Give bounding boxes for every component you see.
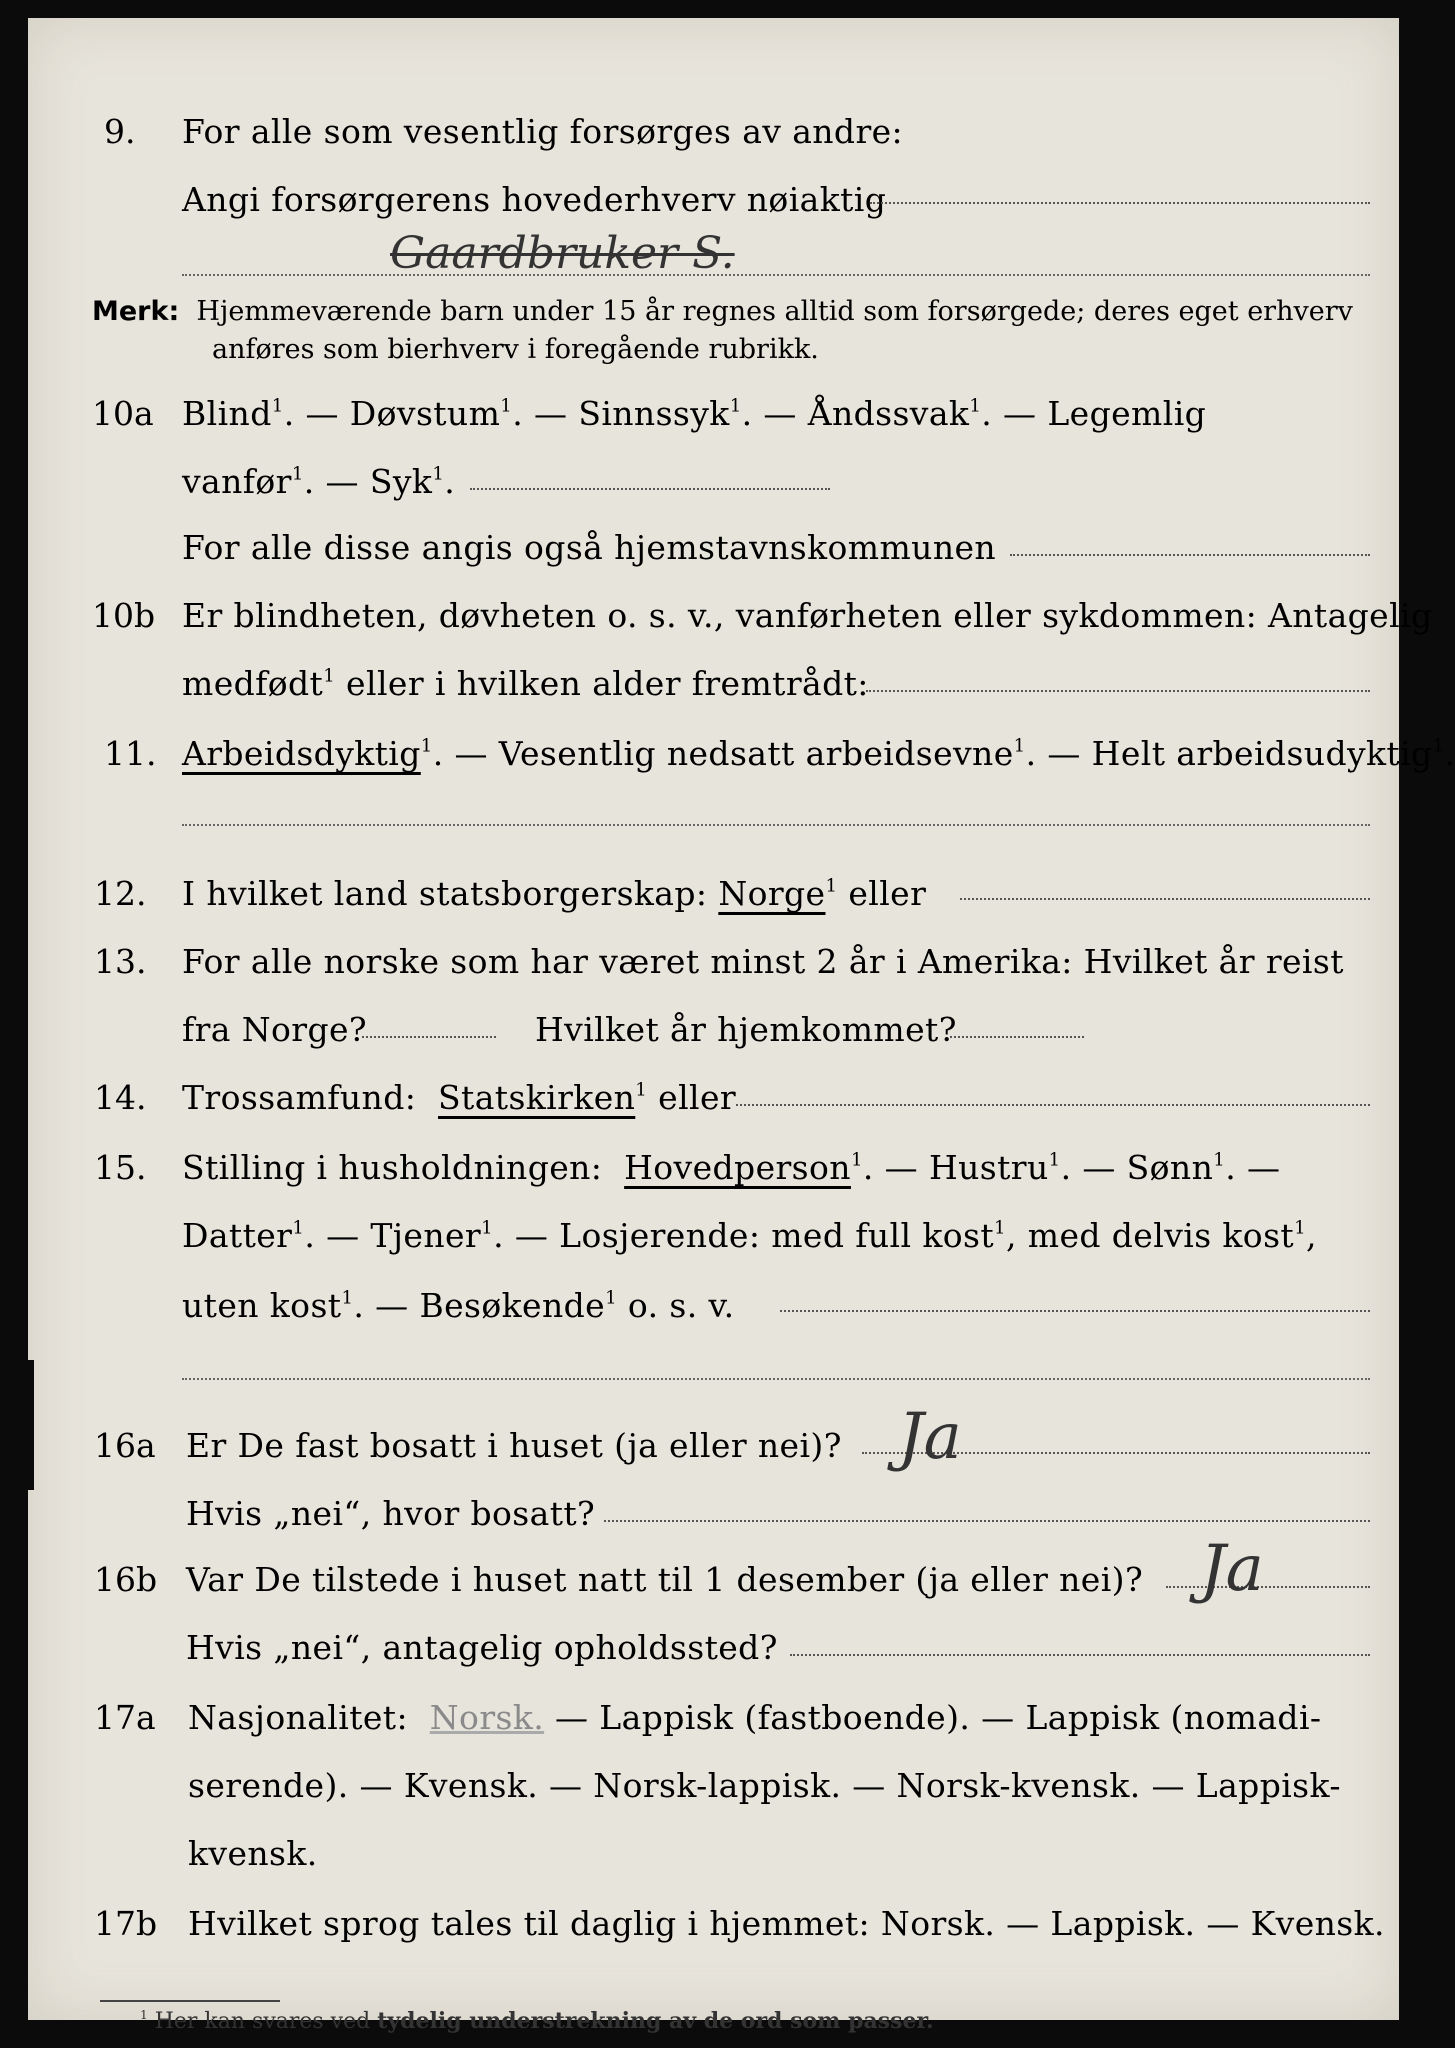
q10a-answer-line (470, 488, 830, 490)
q10a-hometown-line (1010, 554, 1370, 556)
q15-answer-line (780, 1310, 1370, 1312)
q16b-stay-line (790, 1654, 1370, 1656)
q16a-residence-line (604, 1520, 1370, 1522)
q13-departure-line (362, 1036, 496, 1038)
q16a-line2: Hvis „nei“, hvor bosatt? (186, 1494, 596, 1533)
q10a-line1 (182, 394, 1372, 433)
q11-line: Arbeidsdyktig$^1$. — Vesentlig nedsatt arbeidsevne$^1$. — Helt arbeidsudyktig$^1$. (182, 734, 1455, 773)
q17a-line3: kvensk. (188, 1834, 318, 1873)
q13-line1: For alle norske som har været minst 2 år i Amerika: Hvilket år reist (182, 942, 1344, 981)
q15-hovedperson-underlined: Hovedperson (624, 1148, 851, 1187)
question-number-17b: 17b (94, 1904, 158, 1943)
q17a-line1: Nasjonalitet: Norsk. — Lappisk (fastboende). — Lappisk (nomadi- (188, 1698, 1322, 1737)
q9-line1: For alle som vesentlig forsørges av andre: (182, 112, 904, 151)
q15-line2: Datter$^1$. — Tjener$^1$. — Losjerende: med full kost$^1$, med delvis kost$^1$, (182, 1216, 1317, 1255)
q9-answer-line-2 (182, 274, 1370, 276)
q15-line3: uten kost$^1$. — Besøkende$^1$ o. s. v. (182, 1286, 735, 1325)
question-number-14: 14. (94, 1078, 147, 1117)
q17a-norsk-underlined: Norsk. (429, 1698, 545, 1737)
q15-line1: Stilling i husholdningen: Hovedperson$^1$. — Hustru$^1$. — Sønn$^1$. — (182, 1148, 1281, 1187)
q12-norge-underlined: Norge (718, 874, 826, 913)
page-edge-notch (28, 1360, 34, 1490)
q9-answer-line (870, 202, 1370, 204)
q17b-line1: Hvilket sprog tales til daglig i hjemmet: Norsk. — Lappisk. — Kvensk. (188, 1904, 1385, 1943)
q11-answer-line (182, 824, 1370, 826)
merk-note-line1 (92, 296, 1353, 327)
question-number-9: 9. (104, 112, 136, 151)
q14-answer-line (736, 1104, 1370, 1106)
question-number-10a: 10a (92, 394, 154, 433)
q16b-line2: Hvis „nei“, antagelig opholdssted? (186, 1628, 778, 1667)
q10a-blind: Blind$^1$. — Døvstum$^1$. — Sinnssyk$^1$. — Åndssvak$^1$. — Legemlig (182, 394, 1207, 433)
footnote: $^1$ Her kan svares ved tydelig understrekning av de ord som passer. (140, 2008, 934, 2035)
question-number-17a: 17a (94, 1698, 156, 1737)
q14-statskirken-underlined: Statskirken (438, 1078, 636, 1117)
question-number-12: 12. (94, 874, 147, 913)
question-number-10b: 10b (92, 596, 156, 635)
merk-note-line2: anføres som bierhverv i foregående rubrikk. (212, 334, 819, 365)
merk-text-1: Hjemmeværende barn under 15 år regnes alltid som forsørgede; deres eget erhverv (196, 296, 1353, 327)
question-number-15: 15. (94, 1148, 147, 1187)
q15-answer-line-2 (182, 1378, 1370, 1380)
q10b-line2: medfødt$^1$ eller i hvilken alder fremtrådt: (182, 664, 869, 703)
question-number-13: 13. (94, 942, 147, 981)
q10b-line1: Er blindheten, døvheten o. s. v., vanførheten eller sykdommen: Antagelig (182, 596, 1433, 635)
q10a-line2: vanfør$^1$. — Syk$^1$. (182, 462, 456, 501)
merk-label: Merk: (92, 296, 180, 327)
question-number-11: 11. (104, 734, 157, 773)
q9-handwritten-answer: Gaardbruker S. (390, 228, 735, 279)
q12-answer-line (960, 898, 1370, 900)
q10b-answer-line (866, 690, 1370, 692)
q13-return-line (950, 1036, 1084, 1038)
question-number-16b: 16b (94, 1560, 158, 1599)
q16a-line1: Er De fast bosatt i huset (ja eller nei)? (186, 1426, 842, 1465)
q9-line2: Angi forsørgerens hovederhverv nøiaktig (182, 180, 887, 219)
q14-line: Trossamfund: Statskirken$^1$ eller (182, 1078, 737, 1117)
footnote-rule (100, 2000, 280, 2002)
q16a-handwritten-answer: Ja (898, 1400, 962, 1474)
q16b-handwritten-answer: Ja (1200, 1532, 1264, 1606)
q13-line2a: fra Norge? (182, 1010, 368, 1049)
question-number-16a: 16a (94, 1426, 156, 1465)
q12-line: I hvilket land statsborgerskap: Norge$^1$ eller (182, 874, 927, 913)
q16b-answer-line (1166, 1586, 1370, 1588)
q17a-line2: serende). — Kvensk. — Norsk-lappisk. — Norsk-kvensk. — Lappisk- (188, 1766, 1341, 1805)
q10a-line3: For alle disse angis også hjemstavnskommunen (182, 528, 997, 567)
q13-line2b: Hvilket år hjemkommet? (535, 1010, 957, 1049)
q11-arbeidsdyktig-underlined: Arbeidsdyktig (182, 734, 421, 773)
q16b-line1: Var De tilstede i huset natt til 1 desember (ja eller nei)? (186, 1560, 1144, 1599)
